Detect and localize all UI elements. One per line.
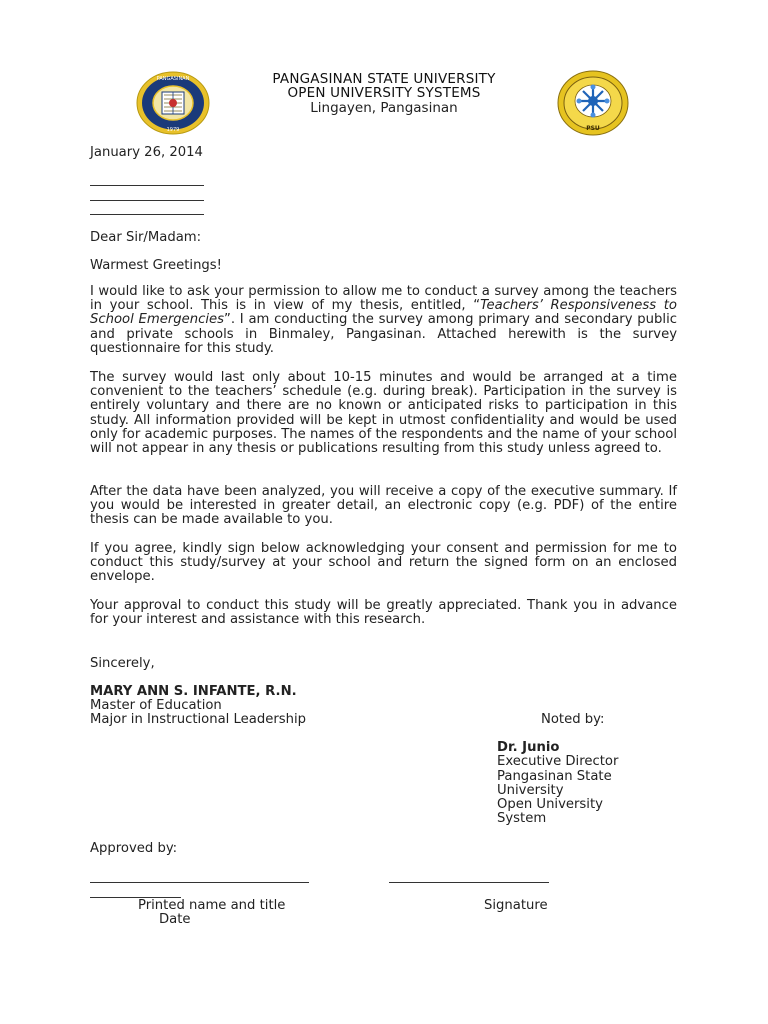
signature-caption: Signature [484,898,548,913]
open-university-seal-logo [557,70,629,136]
paragraph-1 [90,285,677,356]
location: Lingayen, Pangasinan [310,100,458,116]
recipient-line-3 [90,214,204,215]
approved-by-label: Approved by: [90,841,178,856]
paragraph-4: If you agree, kindly sign below acknowledging your consent and permission for me to conduct this study/survey at your school and return the signed form on an enclosed envelope. [90,541,677,585]
noted-by-block [497,741,618,827]
svg-text:1979: 1979 [166,127,180,133]
paragraph-5: Your approval to conduct this study will be greatly appreciated. Thank you in advance for your interest and assistance with this research. [90,598,677,628]
date-caption: Date [159,912,191,927]
svg-text:PSU: PSU [586,125,600,132]
svg-text:PANGASINAN: PANGASINAN [156,76,190,82]
printed-name-caption: Printed name and title [138,898,286,913]
printed-name-line [90,882,309,883]
noted-by-label: Noted by: [541,712,605,727]
sender-major: Major in Instructional Leadership [90,712,307,727]
letter-date: January 26, 2014 [90,145,203,160]
noted-name: Dr. Junio [497,740,560,755]
recipient-line-1 [90,185,204,186]
closing: Sincerely, [90,656,155,671]
system-name: OPEN UNIVERSITY SYSTEMS [287,85,481,101]
thesis-title: Teachers’ Responsiveness to School Emergencies [90,298,677,328]
noted-title-5: System [497,811,547,827]
noted-title-2: Pangasinan State [497,768,612,784]
noted-title-1: Executive Director [497,754,619,770]
noted-title-4: Open University [497,797,603,813]
university-name: PANGASINAN STATE UNIVERSITY [272,71,496,87]
salutation: Dear Sir/Madam: [90,230,202,245]
paragraph-3: After the data have been analyzed, you will receive a copy of the executive summary. If you would be interested in greater detail, an electronic copy (e.g. PDF) of the entire thesis can be made available to you. [90,484,677,528]
signature-line [389,882,549,883]
sender-degree: Master of Education [90,698,222,713]
sender-name: MARY ANN S. INFANTE, R.N. [90,684,297,699]
greeting: Warmest Greetings! [90,258,222,273]
paragraph-1-text-a: I would like to ask your permission to allow me to conduct a survey among the teachers in your school. This is in view of my thesis, entitled, “ [90,284,677,314]
paragraph-1-text-b: ”. I am conducting the survey among primary and secondary public and private schools in Binmaley, Pangasinan. Attached herewith is the survey questionnaire for this study. [90,312,677,356]
recipient-line-2 [90,200,204,201]
paragraph-2: The survey would last only about 10-15 minutes and would be arranged at a time convenient to the teachers’ schedule (e.g. during break). Participation in the survey is entirely voluntary and there are no known or anticipated risks to participation in this study. All information provided will be kept in utmost confidentiality and would be used only for academic purposes. The names of the respondents and the name of your school will not appear in any thesis or publications resulting from this study unless agreed to. [90,370,677,457]
noted-title-3: University [497,782,564,798]
